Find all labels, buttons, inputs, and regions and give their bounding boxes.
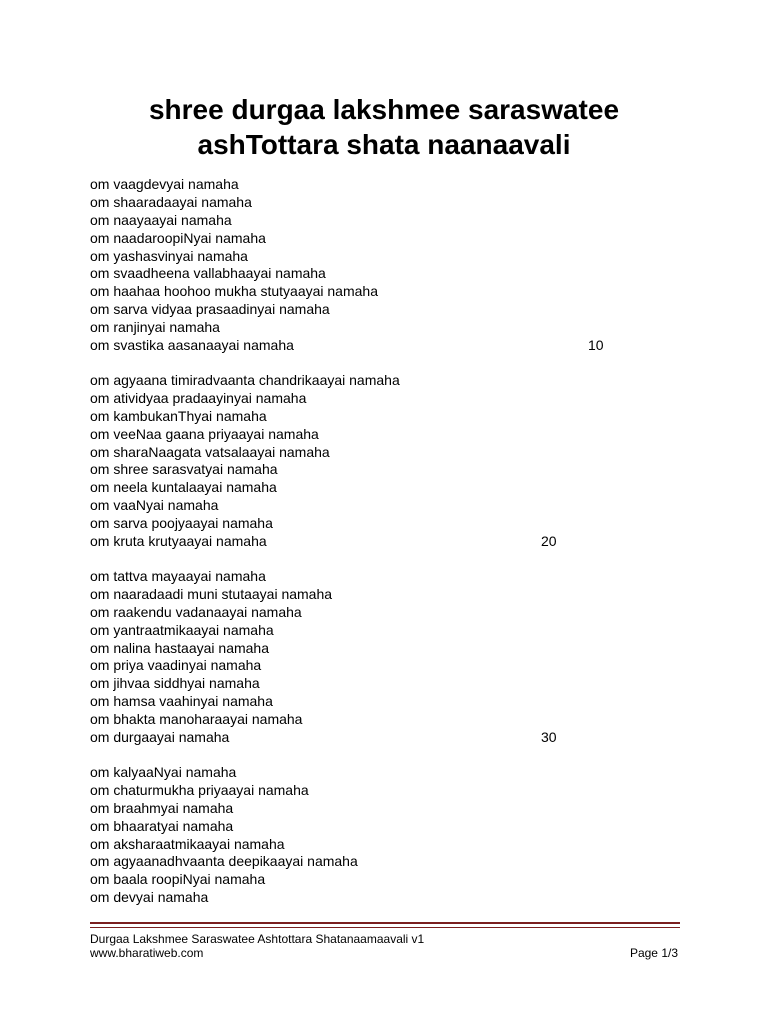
list-item: om shree sarasvatyai namaha [90,461,278,478]
list-item: om hamsa vaahinyai namaha [90,693,273,710]
list-item: om agyaanadhvaanta deepikaayai namaha [90,853,358,870]
list-item: om devyai namaha [90,889,209,906]
list-item: om priya vaadinyai namaha [90,657,262,674]
list-item: om baala roopiNyai namaha [90,871,266,888]
list-item: om nalina hastaayai namaha [90,639,270,656]
list-item: om sharaNaagata vatsalaayai namaha [90,443,330,460]
list-item: om sarva vidyaa prasaadinyai namaha [90,301,330,318]
footer-website[interactable]: www.bharatiweb.com [90,946,204,960]
list-item-text: om kruta krutyaayai namaha [90,533,267,550]
count-marker: 10 [588,337,604,354]
list-item: om vaagdevyai namaha [90,176,239,192]
list-item: om veeNaa gaana priyaayai namaha [90,425,319,442]
list-item: om neela kuntalaayai namaha [90,479,277,496]
list-item: om vaaNyai namaha [90,497,219,514]
list-item: om sarva poojyaayai namaha [90,515,273,532]
list-item: om naayaayai namaha [90,211,232,228]
list-item: om aksharaatmikaayai namaha [90,835,285,852]
list-item: om atividyaa pradaayinyai namaha [90,389,307,406]
list-item: om naaradaadi muni stutaayai namaha [90,585,333,602]
list-item: om tattva mayaayai namaha [90,568,266,584]
footer-doc-title [90,932,678,946]
list-item [90,337,710,355]
list-item: om bhaaratyai namaha [90,817,234,834]
list-item: om naadaroopiNyai namaha [90,229,266,246]
list-item: om yantraatmikaayai namaha [90,621,274,638]
title-line-1: shree durgaa lakshmee saraswatee [148,94,620,125]
list-item: om svaadheena vallabhaayai namaha [90,265,326,282]
footer-bottom-row [90,946,678,960]
name-group-1 [90,176,710,355]
count-marker: 30 [541,729,557,746]
name-group-3 [90,568,710,747]
name-group-2 [90,372,710,551]
count-marker: 20 [541,533,557,550]
list-item: om yashasvinyai namaha [90,247,248,264]
name-group-4 [90,764,710,907]
title-line-2: ashTottara shata naanaavali [197,129,571,160]
footer-divider-thin [90,927,680,928]
list-item: om agyaana timiradvaanta chandrikaayai namaha [90,372,400,388]
list-item: om raakendu vadanaayai namaha [90,603,302,620]
page-title [0,92,768,162]
footer-divider [90,922,680,924]
list-item [90,729,710,747]
list-item-text: om durgaayai namaha [90,729,230,746]
list-item [90,533,710,551]
list-item: om braahmyai namaha [90,799,234,816]
page-number: Page 1/3 [629,946,678,960]
list-item: om bhakta manoharaayai namaha [90,711,303,728]
list-item: om jihvaa siddhyai namaha [90,675,260,692]
list-item: om chaturmukha priyaayai namaha [90,781,309,798]
list-item: om ranjinyai namaha [90,319,220,336]
list-item: om shaaradaayai namaha [90,193,252,210]
list-item-text: om svastika aasanaayai namaha [90,337,294,354]
list-item: om haahaa hoohoo mukha stutyaayai namaha [90,283,378,300]
list-item: om kalyaaNyai namaha [90,764,237,780]
footer-doc-title-text: Durgaa Lakshmee Saraswatee Ashtottara Shatanaamaavali v1 [90,932,425,946]
list-item: om kambukanThyai namaha [90,407,267,424]
